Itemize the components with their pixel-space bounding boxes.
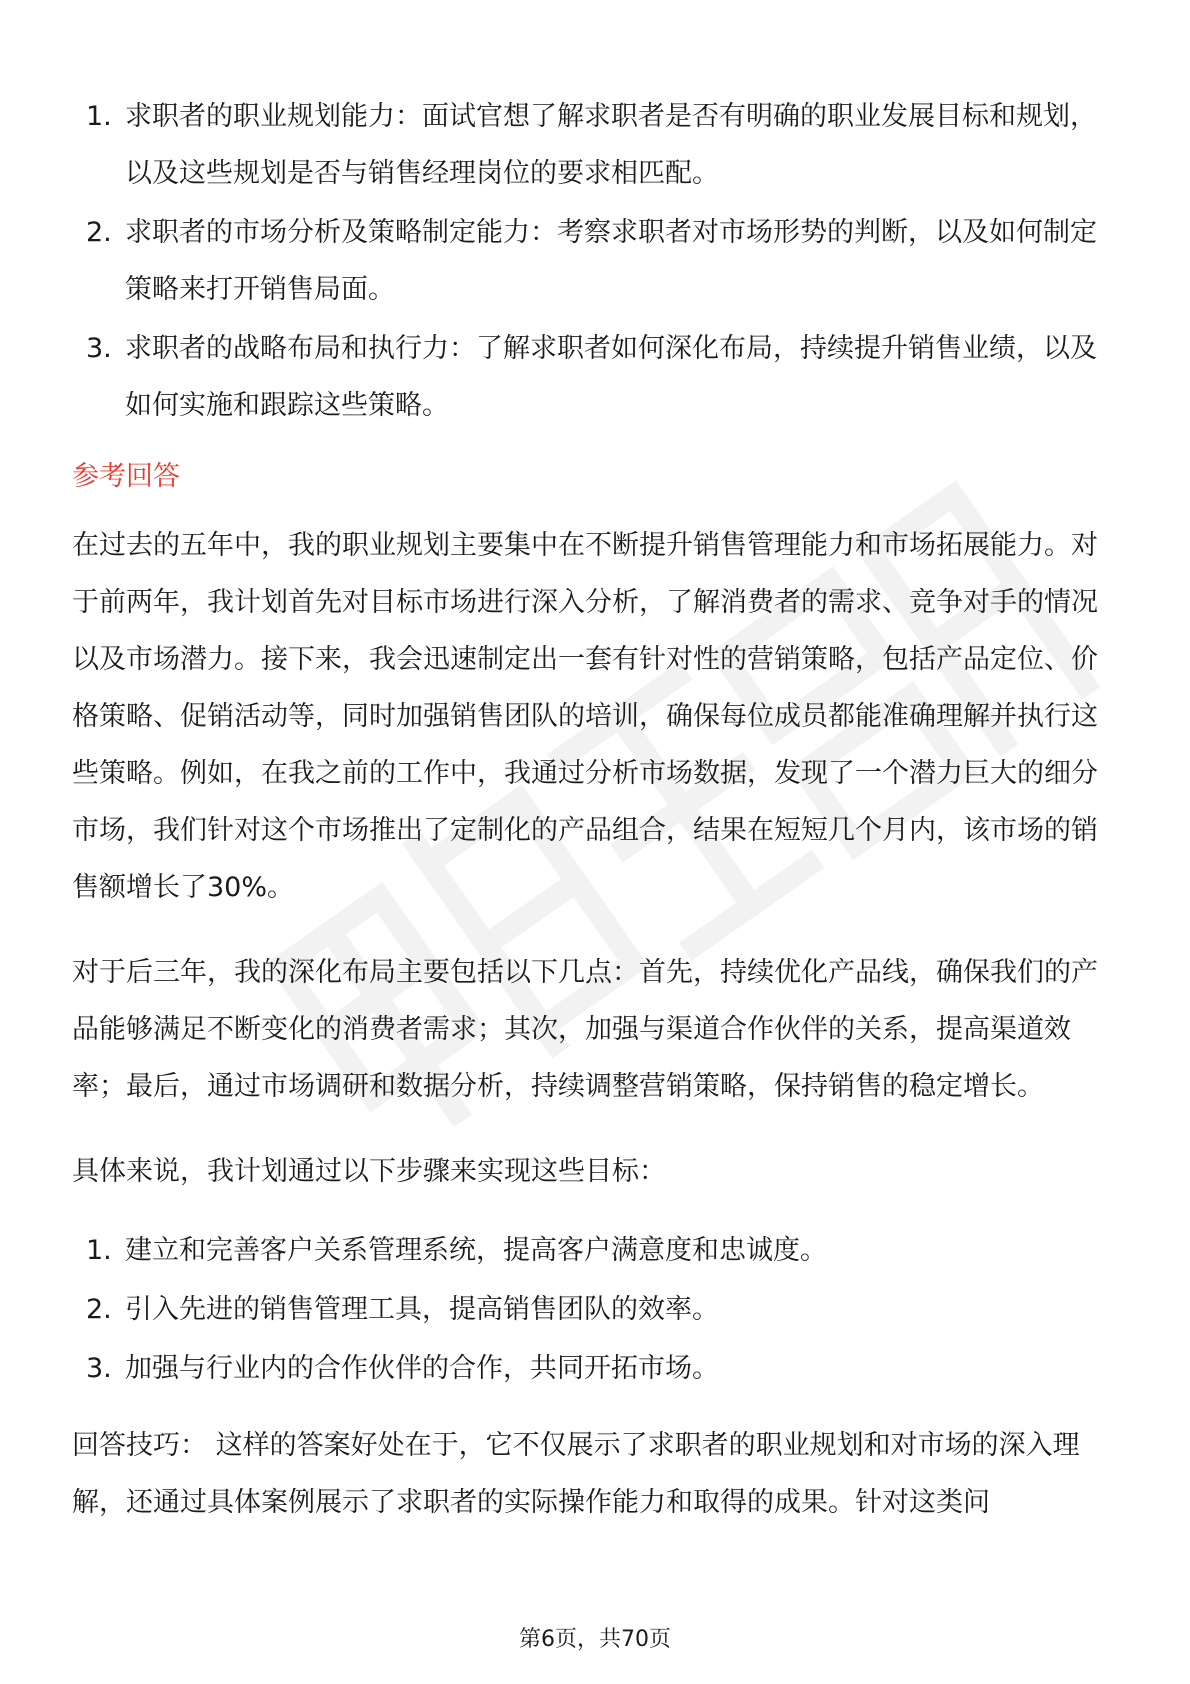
list-number: 3. (86, 1353, 112, 1384)
list-number: 2. (86, 217, 112, 248)
list-number: 1. (86, 101, 112, 132)
list-item (72, 320, 1122, 434)
answer-paragraph-1: 在过去的五年中，我的职业规划主要集中在不断提升销售管理能力和市场拓展能力。对于前两年，我计划首先对目标市场进行深入分析，了解消费者的需求、竞争对手的情况以及市场潜力。接下来，我会迅速制定出一套有针对性的营销策略，包括产品定位、价格策略、促销活动等，同时加强销售团队的培训，确保每位成员都能准确理解并执行这些策略。例如，在我之前的工作中，我通过分析市场数据，发现了一个潜力巨大的细分市场，我们针对这个市场推出了定制化的产品组合，结果在短短几个月内，该市场的销售额增长了30%。 (72, 530, 1098, 903)
page-footer: 第6页，共70页 (519, 1627, 671, 1652)
list-number: 1. (86, 1235, 112, 1266)
intro-list (72, 88, 1122, 434)
main-content (72, 88, 1122, 1559)
list-item-text: 建立和完善客户关系管理系统，提高客户满意度和忠诚度。 (125, 1235, 827, 1266)
answer-paragraph-2: 对于后三年，我的深化布局主要包括以下几点：首先，持续优化产品线，确保我们的产品能够满足不断变化的消费者需求；其次，加强与渠道合作伙伴的关系，提高渠道效率；最后，通过市场调研和数据分析，持续调整营销策略，保持销售的稳定增长。 (72, 957, 1098, 1102)
list-item (72, 204, 1122, 318)
list-item (72, 88, 1122, 202)
steps-list (72, 1222, 1122, 1397)
list-item (72, 1281, 1122, 1338)
list-number: 3. (86, 333, 112, 364)
list-item (72, 1340, 1122, 1397)
list-item-text: 求职者的市场分析及策略制定能力：考察求职者对市场形势的判断，以及如何制定策略来打开销售局面。 (125, 217, 1097, 305)
list-number: 2. (86, 1294, 112, 1325)
answer-paragraph-3: 具体来说，我计划通过以下步骤来实现这些目标： (72, 1156, 666, 1187)
section-heading: 参考回答 (72, 461, 180, 492)
list-item-text: 加强与行业内的合作伙伴的合作，共同开拓市场。 (125, 1353, 719, 1384)
list-item-text: 引入先进的销售管理工具，提高销售团队的效率。 (125, 1294, 719, 1325)
list-item (72, 1222, 1122, 1279)
answer-tips-paragraph: 回答技巧： 这样的答案好处在于，它不仅展示了求职者的职业规划和对市场的深入理解，还通过具体案例展示了求职者的实际操作能力和取得的成果。针对这类问 (72, 1430, 1080, 1518)
list-item-text: 求职者的战略布局和执行力：了解求职者如何深化布局，持续提升销售业绩，以及如何实施和跟踪这些策略。 (125, 333, 1097, 421)
list-item-text: 求职者的职业规划能力：面试官想了解求职者是否有明确的职业发展目标和规划，以及这些规划是否与销售经理岗位的要求相匹配。 (125, 101, 1097, 189)
